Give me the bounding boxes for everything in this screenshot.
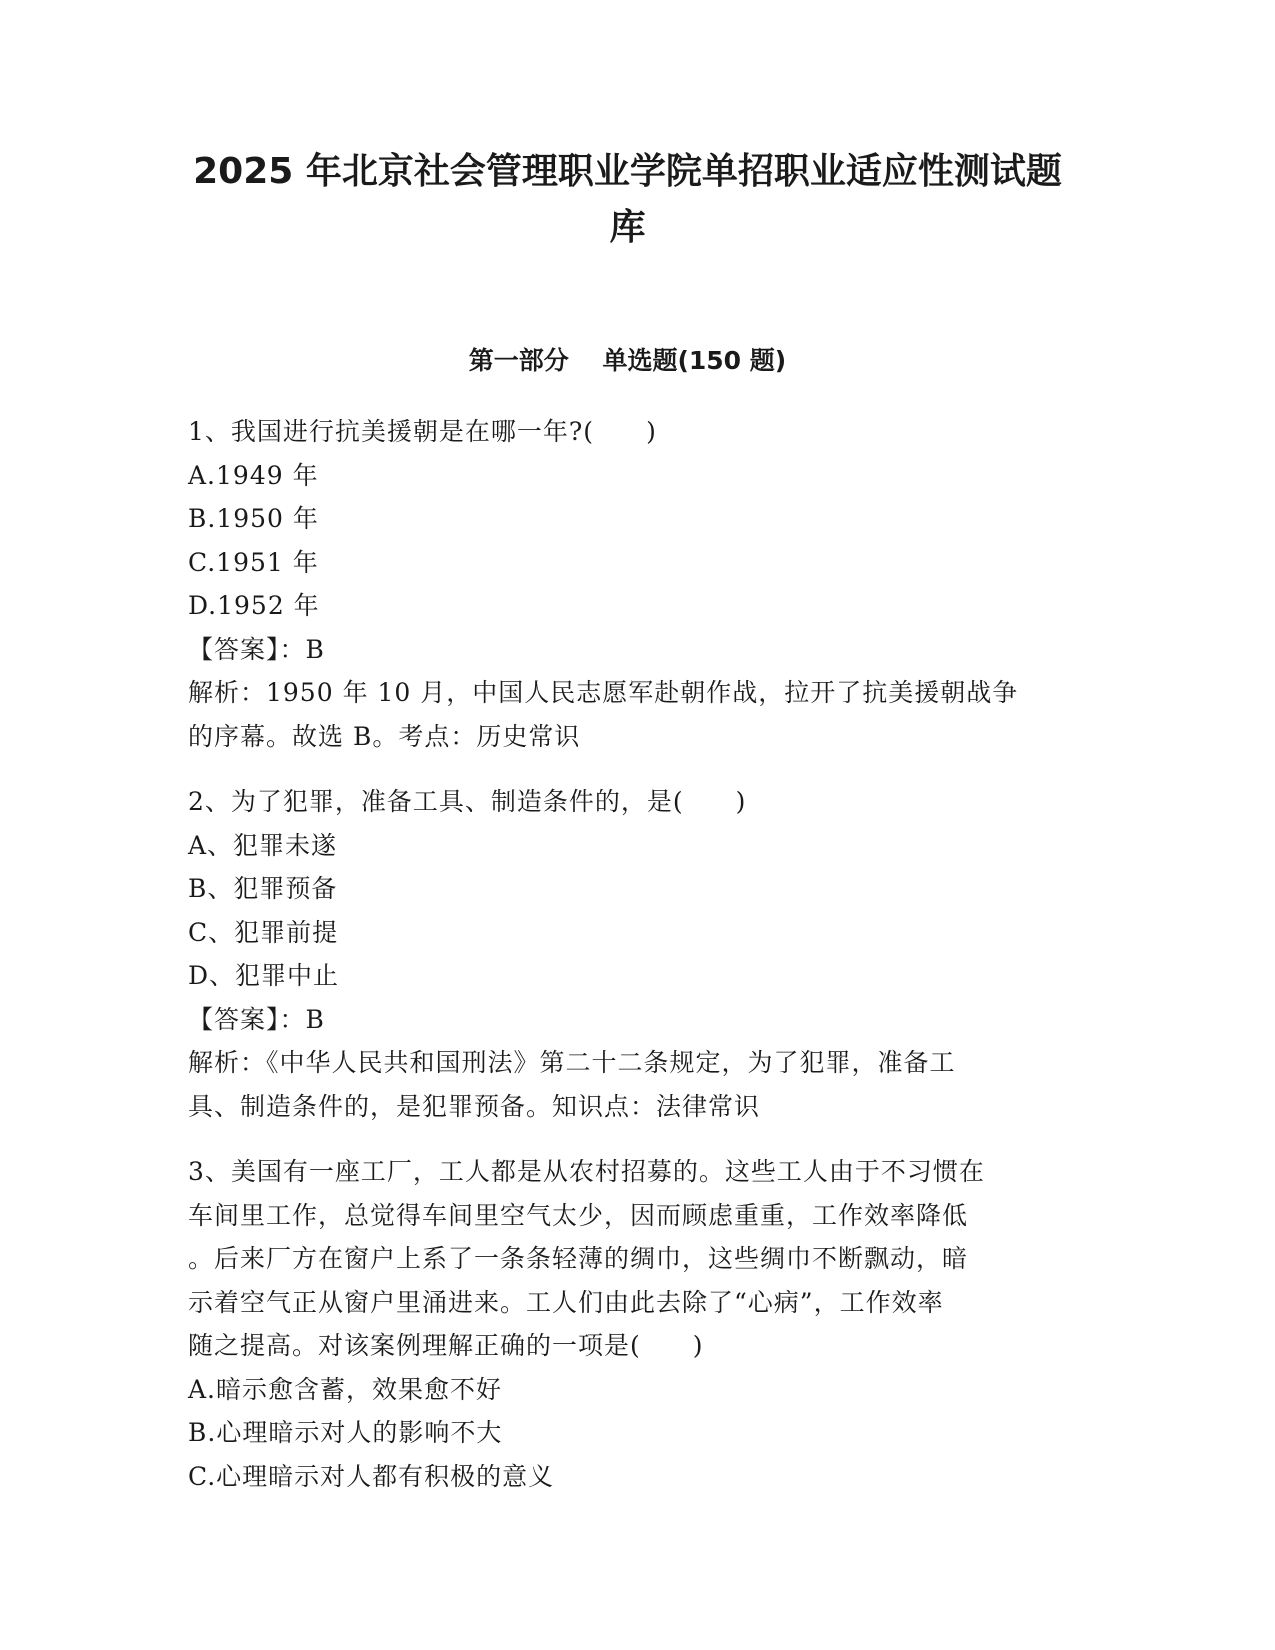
option-b: B.1950 年: [188, 504, 319, 533]
question-stem: 3、美国有一座工厂，工人都是从农村招募的。这些工人由于不习惯在: [188, 1157, 985, 1186]
analysis-line: 的序幕。故选 B。考点：历史常识: [188, 721, 581, 751]
option-c: C.1951 年: [188, 547, 319, 577]
question-stem: 随之提高。对该案例理解正确的一项是( ): [188, 1331, 704, 1360]
option-a: A、犯罪未遂: [188, 830, 338, 860]
question-spacer: [188, 1128, 1083, 1150]
answer-line: 【答案】：B: [188, 634, 325, 664]
option-c: C、犯罪前提: [188, 917, 339, 947]
question-2: [188, 780, 1083, 1128]
question-stem: 2、为了犯罪，准备工具、制造条件的，是( ): [188, 787, 747, 816]
document-title: 2025 年北京社会管理职业学院单招职业适应性测试题库: [193, 151, 1062, 248]
question-stem: 示着空气正从窗户里涌进来。工人们由此去除了“心病”，工作效率: [188, 1287, 944, 1317]
analysis-line: 解析：1950 年 10 月，中国人民志愿军赴朝作战，拉开了抗美援朝战争: [188, 678, 1019, 707]
answer-line: 【答案】：B: [188, 1004, 325, 1034]
analysis-line: 具、制造条件的，是犯罪预备。知识点：法律常识: [188, 1091, 761, 1121]
analysis-line: 解析：《中华人民共和国刑法》第二十二条规定，为了犯罪，准备工: [188, 1048, 956, 1077]
question-stem: 车间里工作，总觉得车间里空气太少，因而顾虑重重，工作效率降低: [188, 1200, 969, 1230]
question-3: [188, 1150, 1083, 1498]
question-stem: 1、我国进行抗美援朝是在哪一年?( ): [188, 417, 657, 446]
option-b: B.心理暗示对人的影响不大: [188, 1418, 503, 1447]
question-stem: 。后来厂方在窗户上系了一条条轻薄的绸巾，这些绸巾不断飘动，暗: [188, 1244, 969, 1273]
question-1: [188, 410, 1083, 758]
question-spacer: [188, 758, 1083, 780]
option-a: A.暗示愈含蓄，效果愈不好: [188, 1374, 503, 1404]
option-d: D、犯罪中止: [188, 961, 340, 990]
option-a: A.1949 年: [188, 460, 319, 490]
section-heading: 第一部分 单选题(150 题): [468, 346, 787, 375]
option-c: C.心理暗示对人都有积极的意义: [188, 1461, 555, 1491]
question-list: [188, 410, 1083, 1498]
option-d: D.1952 年: [188, 591, 320, 620]
option-b: B、犯罪预备: [188, 874, 338, 903]
